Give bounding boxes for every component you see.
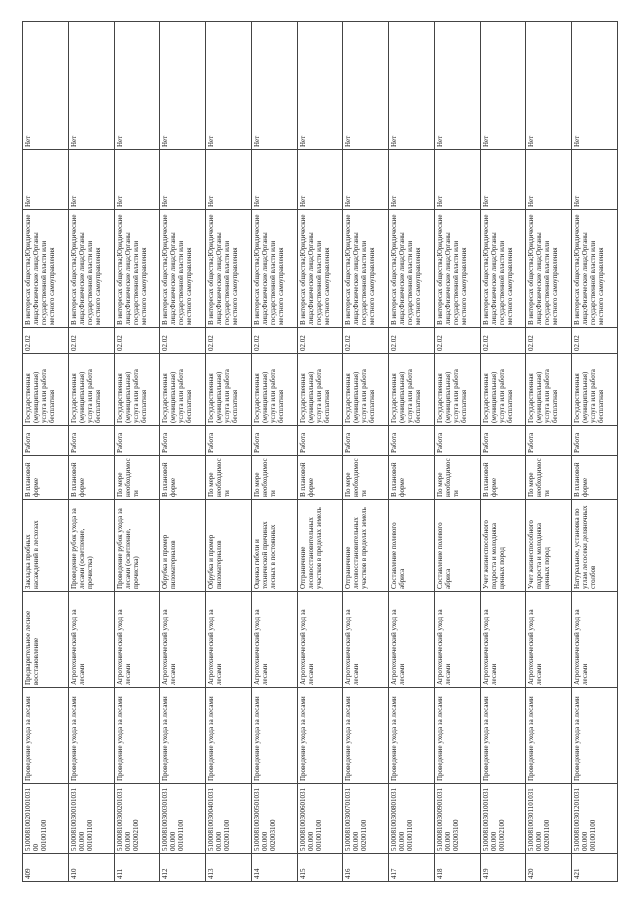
cell-work: Обрубка и промер пиломатериалов xyxy=(160,500,206,592)
cell-num: 418 xyxy=(434,854,480,882)
cell-reg: Нет xyxy=(206,22,252,150)
table-row xyxy=(160,22,206,882)
cell-num: 416 xyxy=(343,854,389,882)
cell-reg: Нет xyxy=(297,22,343,150)
cell-work: Учет жизнеспособного подроста и молодняка ценных пород xyxy=(480,500,526,592)
cell-subsection: Агротехнический уход за лесами xyxy=(114,592,160,688)
cell-type: Работа xyxy=(68,426,114,456)
cell-consumers: В интересах общества;Юридические лица;Физические лица;Органы государственной власти или местного самоуправления xyxy=(434,210,480,328)
cell-okved: 02.02 xyxy=(23,328,69,354)
cell-okved: 02.02 xyxy=(480,328,526,354)
cell-code: 51000810030110103100.000 002001100 xyxy=(526,784,572,854)
cell-num: 411 xyxy=(114,854,160,882)
cell-type: Работа xyxy=(343,426,389,456)
cell-subsection: Агротехнический уход за лесами xyxy=(251,592,297,688)
cell-consumers: В интересах общества;Юридические лица;Физические лица;Органы государственной власти или местного самоуправления xyxy=(480,210,526,328)
cell-section: Проведение ухода за лесами xyxy=(343,688,389,784)
cell-type: Работа xyxy=(526,426,572,456)
cell-consumers: В интересах общества;Юридические лица;Физические лица;Органы государственной власти или местного самоуправления xyxy=(206,210,252,328)
cell-free: Государственная (муниципальная) услуга или работа бесплатная xyxy=(251,354,297,426)
cell-reg: Нет xyxy=(251,22,297,150)
cell-free: Государственная (муниципальная) услуга или работа бесплатная xyxy=(23,354,69,426)
cell-work: Натуральное, установка по углам лесосеки деляночных столбов xyxy=(572,500,618,592)
cell-consumers: В интересах общества;Юридические лица;Физические лица;Органы государственной власти или местного самоуправления xyxy=(297,210,343,328)
cell-code: 51000810030020103100.000 002002100 xyxy=(114,784,160,854)
cell-okved: 02.02 xyxy=(160,328,206,354)
cell-section: Проведение ухода за лесами xyxy=(526,688,572,784)
cell-free: Государственная (муниципальная) услуга или работа бесплатная xyxy=(389,354,435,426)
cell-license: Нет xyxy=(434,150,480,210)
cell-consumers: В интересах общества;Юридические лица;Физические лица;Органы государственной власти или местного самоуправления xyxy=(572,210,618,328)
cell-consumers: В интересах общества;Юридические лица;Физические лица;Органы государственной власти или местного самоуправления xyxy=(389,210,435,328)
cell-license: Нет xyxy=(114,150,160,210)
cell-free: Государственная (муниципальная) услуга или работа бесплатная xyxy=(526,354,572,426)
cell-okved: 02.02 xyxy=(343,328,389,354)
cell-reg: Нет xyxy=(68,22,114,150)
cell-form: В плановой форме xyxy=(480,456,526,500)
cell-type: Работа xyxy=(572,426,618,456)
cell-type: Работа xyxy=(434,426,480,456)
cell-section: Проведение ухода за лесами xyxy=(160,688,206,784)
cell-reg: Нет xyxy=(572,22,618,150)
cell-reg: Нет xyxy=(434,22,480,150)
cell-subsection: Агротехнический уход за лесами xyxy=(434,592,480,688)
table-row xyxy=(23,22,69,882)
table-row xyxy=(206,22,252,882)
cell-reg: Нет xyxy=(23,22,69,150)
cell-consumers: В интересах общества;Юридические лица;Физические лица;Органы государственной власти или местного самоуправления xyxy=(160,210,206,328)
cell-consumers: В интересах общества;Юридические лица;Физические лица;Органы государственной власти или местного самоуправления xyxy=(526,210,572,328)
cell-form: В плановой форме xyxy=(160,456,206,500)
cell-free: Государственная (муниципальная) услуга или работа бесплатная xyxy=(434,354,480,426)
registry-table xyxy=(22,21,618,882)
cell-code: 51000810030100103100.000 001002100 xyxy=(480,784,526,854)
cell-free: Государственная (муниципальная) услуга или работа бесплатная xyxy=(572,354,618,426)
cell-subsection: Агротехнический уход за лесами xyxy=(68,592,114,688)
cell-form: В плановой форме xyxy=(389,456,435,500)
cell-reg: Нет xyxy=(343,22,389,150)
cell-section: Проведение ухода за лесами xyxy=(389,688,435,784)
cell-num: 413 xyxy=(206,854,252,882)
cell-num: 409 xyxy=(23,854,69,882)
cell-code: 51000810030120103100.000 001001100 xyxy=(572,784,618,854)
cell-okved: 02.02 xyxy=(251,328,297,354)
cell-free: Государственная (муниципальная) услуга или работа бесплатная xyxy=(343,354,389,426)
cell-consumers: В интересах общества;Юридические лица;Физические лица;Органы государственной власти или местного самоуправления xyxy=(251,210,297,328)
cell-okved: 02.02 xyxy=(114,328,160,354)
cell-subsection: Агротехнический уход за лесами xyxy=(160,592,206,688)
cell-reg: Нет xyxy=(480,22,526,150)
table-row xyxy=(480,22,526,882)
cell-free: Государственная (муниципальная) услуга или работа бесплатная xyxy=(206,354,252,426)
cell-num: 421 xyxy=(572,854,618,882)
cell-section: Проведение ухода за лесами xyxy=(480,688,526,784)
cell-code: 51000810020100103100 001001100 xyxy=(23,784,69,854)
cell-subsection: Агротехнический уход за лесами xyxy=(572,592,618,688)
cell-reg: Нет xyxy=(389,22,435,150)
rotated-registry-sheet xyxy=(22,22,618,882)
cell-num: 414 xyxy=(251,854,297,882)
cell-free: Государственная (муниципальная) услуга или работа бесплатная xyxy=(160,354,206,426)
cell-section: Проведение ухода за лесами xyxy=(251,688,297,784)
cell-section: Проведение ухода за лесами xyxy=(572,688,618,784)
cell-code: 51000810030050103100.000 002003100 xyxy=(251,784,297,854)
cell-num: 417 xyxy=(389,854,435,882)
cell-license: Нет xyxy=(251,150,297,210)
cell-license: Нет xyxy=(343,150,389,210)
cell-form: В плановой форме xyxy=(23,456,69,500)
cell-okved: 02.02 xyxy=(297,328,343,354)
cell-type: Работа xyxy=(23,426,69,456)
cell-section: Проведение ухода за лесами xyxy=(206,688,252,784)
cell-work: Оценка гибели и технической причинах лесных в постоянных xyxy=(251,500,297,592)
cell-code: 51000810030090103100.000 002003100 xyxy=(434,784,480,854)
table-row xyxy=(251,22,297,882)
cell-consumers: В интересах общества;Юридические лица;Физические лица;Органы государственной власти или местного самоуправления xyxy=(68,210,114,328)
cell-free: Государственная (муниципальная) услуга или работа бесплатная xyxy=(68,354,114,426)
cell-work: Отграничение лесовосстановительных участков в пределах земель xyxy=(297,500,343,592)
cell-work: Закладка пробных насаждений в лесхозах xyxy=(23,500,69,592)
cell-subsection: Агротехнический уход за лесами xyxy=(389,592,435,688)
cell-section: Проведение ухода за лесами xyxy=(297,688,343,784)
cell-subsection: Агротехнический уход за лесами xyxy=(526,592,572,688)
table-row xyxy=(526,22,572,882)
cell-section: Проведение ухода за лесами xyxy=(434,688,480,784)
cell-section: Проведение ухода за лесами xyxy=(114,688,160,784)
cell-num: 412 xyxy=(160,854,206,882)
cell-type: Работа xyxy=(480,426,526,456)
cell-work: Составление полевого абриса xyxy=(389,500,435,592)
cell-okved: 02.02 xyxy=(68,328,114,354)
cell-work: Обрубка и промер пиломатериалов xyxy=(206,500,252,592)
cell-form: По мере необходимости xyxy=(434,456,480,500)
cell-num: 420 xyxy=(526,854,572,882)
cell-free: Государственная (муниципальная) услуга или работа бесплатная xyxy=(480,354,526,426)
cell-subsection: Агротехнический уход за лесами xyxy=(343,592,389,688)
cell-reg: Нет xyxy=(114,22,160,150)
cell-type: Работа xyxy=(297,426,343,456)
table-row xyxy=(434,22,480,882)
cell-license: Нет xyxy=(480,150,526,210)
cell-okved: 02.02 xyxy=(434,328,480,354)
cell-consumers: В интересах общества;Юридические лица;Физические лица;Органы государственной власти или местного самоуправления xyxy=(23,210,69,328)
cell-free: Государственная (муниципальная) услуга или работа бесплатная xyxy=(114,354,160,426)
cell-section: Проведение ухода за лесами xyxy=(68,688,114,784)
cell-section: Проведение ухода за лесами xyxy=(23,688,69,784)
cell-type: Работа xyxy=(160,426,206,456)
table-row xyxy=(68,22,114,882)
cell-license: Нет xyxy=(23,150,69,210)
cell-license: Нет xyxy=(160,150,206,210)
cell-reg: Нет xyxy=(526,22,572,150)
cell-subsection: Предварительное лесное восстановление xyxy=(23,592,69,688)
cell-consumers: В интересах общества;Юридические лица;Физические лица;Органы государственной власти или местного самоуправления xyxy=(114,210,160,328)
table-row xyxy=(343,22,389,882)
cell-form: По мере необходимости xyxy=(251,456,297,500)
table-row xyxy=(389,22,435,882)
cell-type: Работа xyxy=(114,426,160,456)
cell-type: Работа xyxy=(251,426,297,456)
cell-code: 51000810030040103100.000 002001100 xyxy=(206,784,252,854)
cell-num: 410 xyxy=(68,854,114,882)
cell-license: Нет xyxy=(526,150,572,210)
cell-consumers: В интересах общества;Юридические лица;Физические лица;Органы государственной власти или местного самоуправления xyxy=(343,210,389,328)
cell-form: В плановой форме xyxy=(572,456,618,500)
cell-free: Государственная (муниципальная) услуга или работа бесплатная xyxy=(297,354,343,426)
table-row xyxy=(572,22,618,882)
cell-work: Проведение рубок ухода за лесами (осветление, прочистка) xyxy=(114,500,160,592)
cell-work: Учет жизнеспособного подроста и молодняка ценных пород xyxy=(526,500,572,592)
cell-license: Нет xyxy=(572,150,618,210)
table-row xyxy=(297,22,343,882)
cell-license: Нет xyxy=(389,150,435,210)
cell-okved: 02.02 xyxy=(206,328,252,354)
cell-form: По мере необходимости xyxy=(526,456,572,500)
cell-work: Отграничение лесовосстановительных участков в пределах земель xyxy=(343,500,389,592)
cell-subsection: Агротехнический уход за лесами xyxy=(480,592,526,688)
cell-form: В плановой форме xyxy=(297,456,343,500)
cell-license: Нет xyxy=(206,150,252,210)
cell-form: По мере необходимости xyxy=(206,456,252,500)
cell-num: 419 xyxy=(480,854,526,882)
cell-okved: 02.02 xyxy=(389,328,435,354)
table-row xyxy=(114,22,160,882)
cell-work: Проведение рубок ухода за лесами (осветление, прочистка) xyxy=(68,500,114,592)
cell-code: 51000810030070103100.000 002001100 xyxy=(343,784,389,854)
cell-code: 51000810030030103100.000 001001100 xyxy=(160,784,206,854)
cell-subsection: Агротехнический уход за лесами xyxy=(206,592,252,688)
cell-okved: 02.02 xyxy=(526,328,572,354)
cell-form: По мере необходимости xyxy=(114,456,160,500)
cell-code: 51000810030080103100.000 001001100 xyxy=(389,784,435,854)
cell-license: Нет xyxy=(297,150,343,210)
cell-form: В плановой форме xyxy=(68,456,114,500)
cell-type: Работа xyxy=(389,426,435,456)
cell-license: Нет xyxy=(68,150,114,210)
cell-work: Составление полевого абриса xyxy=(434,500,480,592)
cell-subsection: Агротехнический уход за лесами xyxy=(297,592,343,688)
cell-code: 51000810030010103100.000 001001100 xyxy=(68,784,114,854)
cell-code: 51000810030060103100.000 001001100 xyxy=(297,784,343,854)
cell-okved: 02.02 xyxy=(572,328,618,354)
cell-form: По мере необходимости xyxy=(343,456,389,500)
cell-reg: Нет xyxy=(160,22,206,150)
cell-num: 415 xyxy=(297,854,343,882)
cell-type: Работа xyxy=(206,426,252,456)
